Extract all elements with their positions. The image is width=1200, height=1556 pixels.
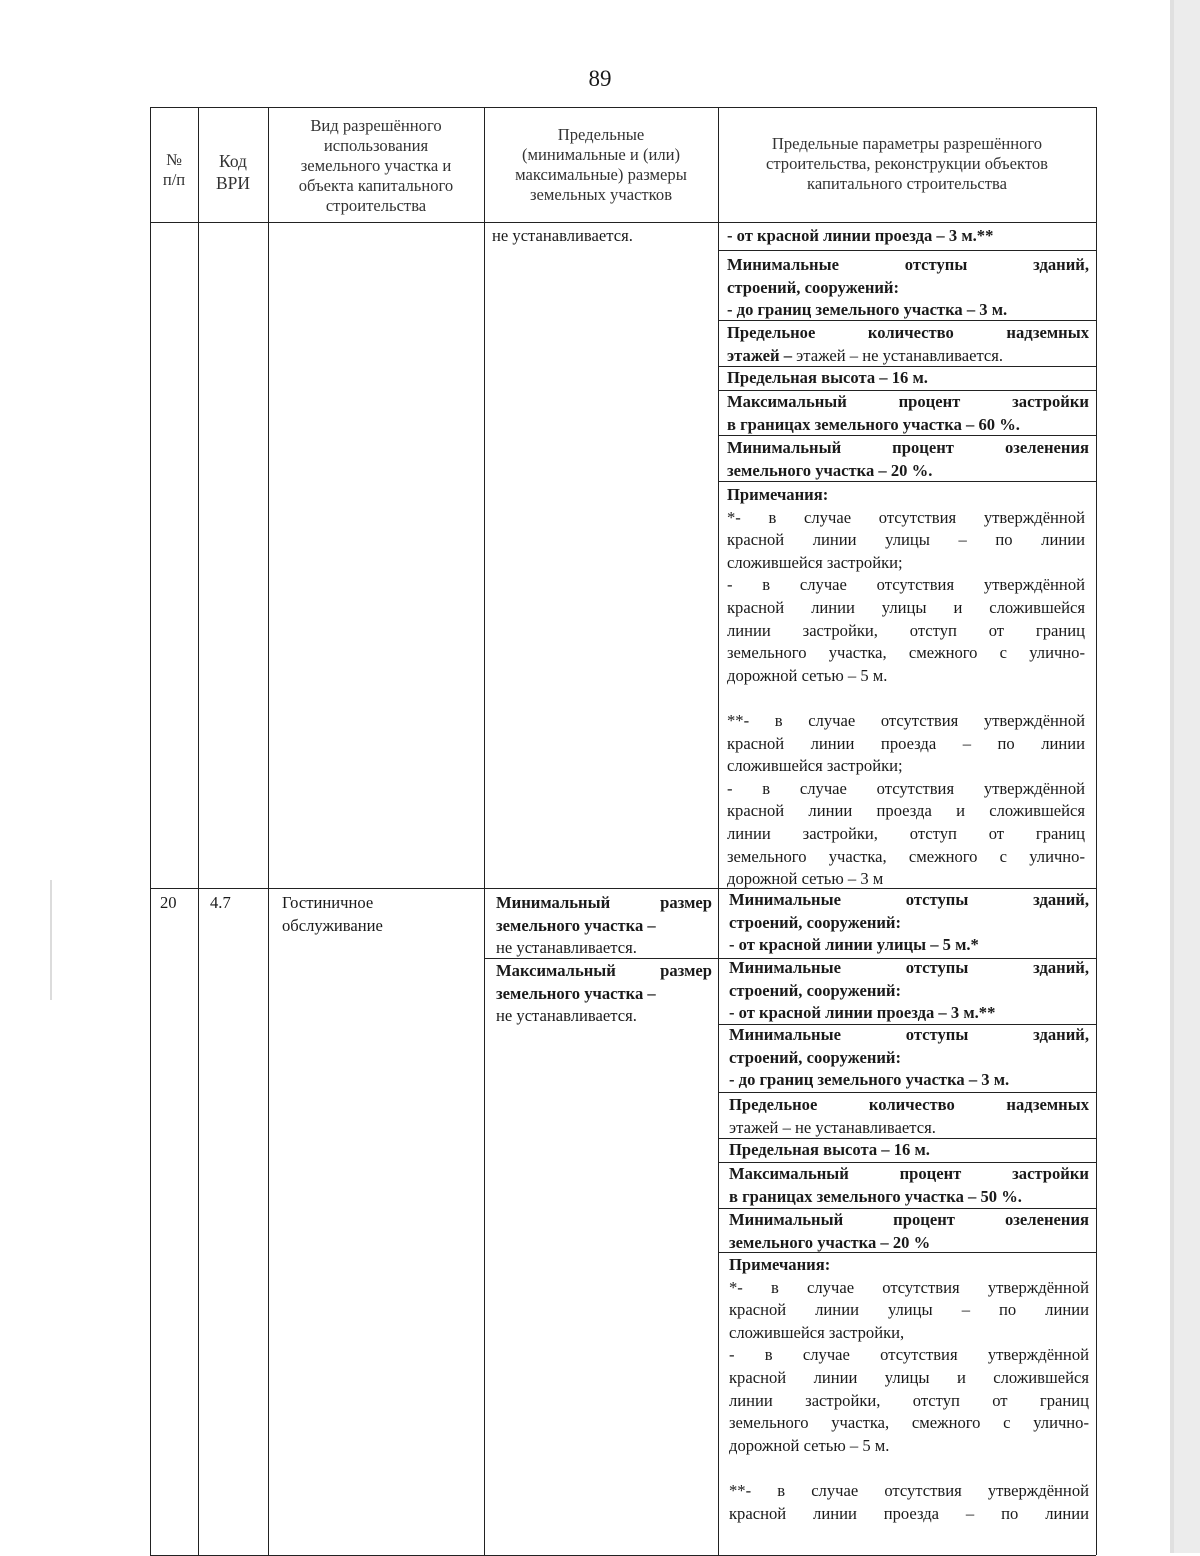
header-number: № п/п: [162, 150, 186, 189]
param-height: Предельная высота – 16 м.: [727, 368, 928, 387]
param-green-percent: Минимальный процент озеленения земельного участка – 20 %: [729, 1210, 1089, 1252]
max-plot-size: Максимальный размер земельного участка – не устанавливается.: [496, 961, 712, 1026]
row-use-type: Гостиничное обслуживание: [282, 893, 383, 935]
header-use-type: Вид разрешённого использования земельного участка и объекта капитального строительства: [298, 116, 454, 215]
header-plot-sizes: Предельные (минимальные и (или) максимальные) размеры земельных участков: [515, 125, 687, 204]
param-setback-boundary: Минимальные отступы зданий, строений, сооружений: - до границ земельного участка – 3 м.: [729, 1025, 1089, 1090]
param-setback-drive: Минимальные отступы зданий, строений, сооружений: - от красной линии проезда – 3 м.**: [729, 958, 1089, 1023]
scan-edge-strip: [1170, 0, 1200, 1553]
row-code: 4.7: [210, 893, 231, 912]
row-number: 20: [160, 893, 177, 912]
param-build-percent: Максимальный процент застройки в границах земельного участка – 50 %.: [729, 1164, 1089, 1206]
notes-block: Примечания: *- в случае отсутствия утверждённой красной линии улицы – по линии сложившейся застройки, - в случае отсутствия утверждённой красной линии улицы и сложившейся линии застройки, отступ от границ земельного участка, смежного с улично- дорожной сетью – 5 м. **- в случае отсутствия утверждённой красной линии проезда – по линии: [729, 1255, 1089, 1523]
size-tail: не устанавливается.: [492, 226, 633, 245]
param-setback-drive: - от красной линии проезда – 3 м.**: [727, 226, 994, 245]
min-plot-size: Минимальный размер земельного участка – не устанавливается.: [496, 893, 712, 958]
scan-margin-mark: [50, 880, 52, 1000]
param-floors: Предельное количество надземных этажей – этажей – не устанавливается.: [727, 323, 1089, 365]
header-code: Код ВРИ: [215, 151, 251, 193]
page-number: 89: [588, 66, 612, 91]
param-green-percent: Минимальный процент озеленения земельного участка – 20 %.: [727, 438, 1089, 480]
notes-block: Примечания: *- в случае отсутствия утверждённой красной линии улицы – по линии сложившейся застройки; - в случае отсутствия утверждённой красной линии улицы и сложившейся линии застройки, отступ от границ земельного участка, смежного с улично- дорожной сетью – 5 м. **- в случае отсутствия утверждённой красной линии проезда – по линии сложившейся застройки; - в случае отсутствия утверждённой красной линии проезда и сложившейся линии застройки, отступ от границ земельного участка, смежного с улично- дорожной сетью – 3 м: [727, 485, 1085, 889]
param-setback-boundary: Минимальные отступы зданий, строений, сооружений: - до границ земельного участка – 3 м.: [727, 255, 1089, 320]
param-floors: Предельное количество надземных этажей – не устанавливается.: [729, 1095, 1089, 1137]
param-height: Предельная высота – 16 м.: [729, 1140, 930, 1159]
header-build-params: Предельные параметры разрешённого строительства, реконструкции объектов капитального строительства: [765, 134, 1049, 193]
param-setback-street: Минимальные отступы зданий, строений, сооружений: - от красной линии улицы – 5 м.*: [729, 890, 1089, 955]
param-build-percent: Максимальный процент застройки в границах земельного участка – 60 %.: [727, 392, 1089, 434]
